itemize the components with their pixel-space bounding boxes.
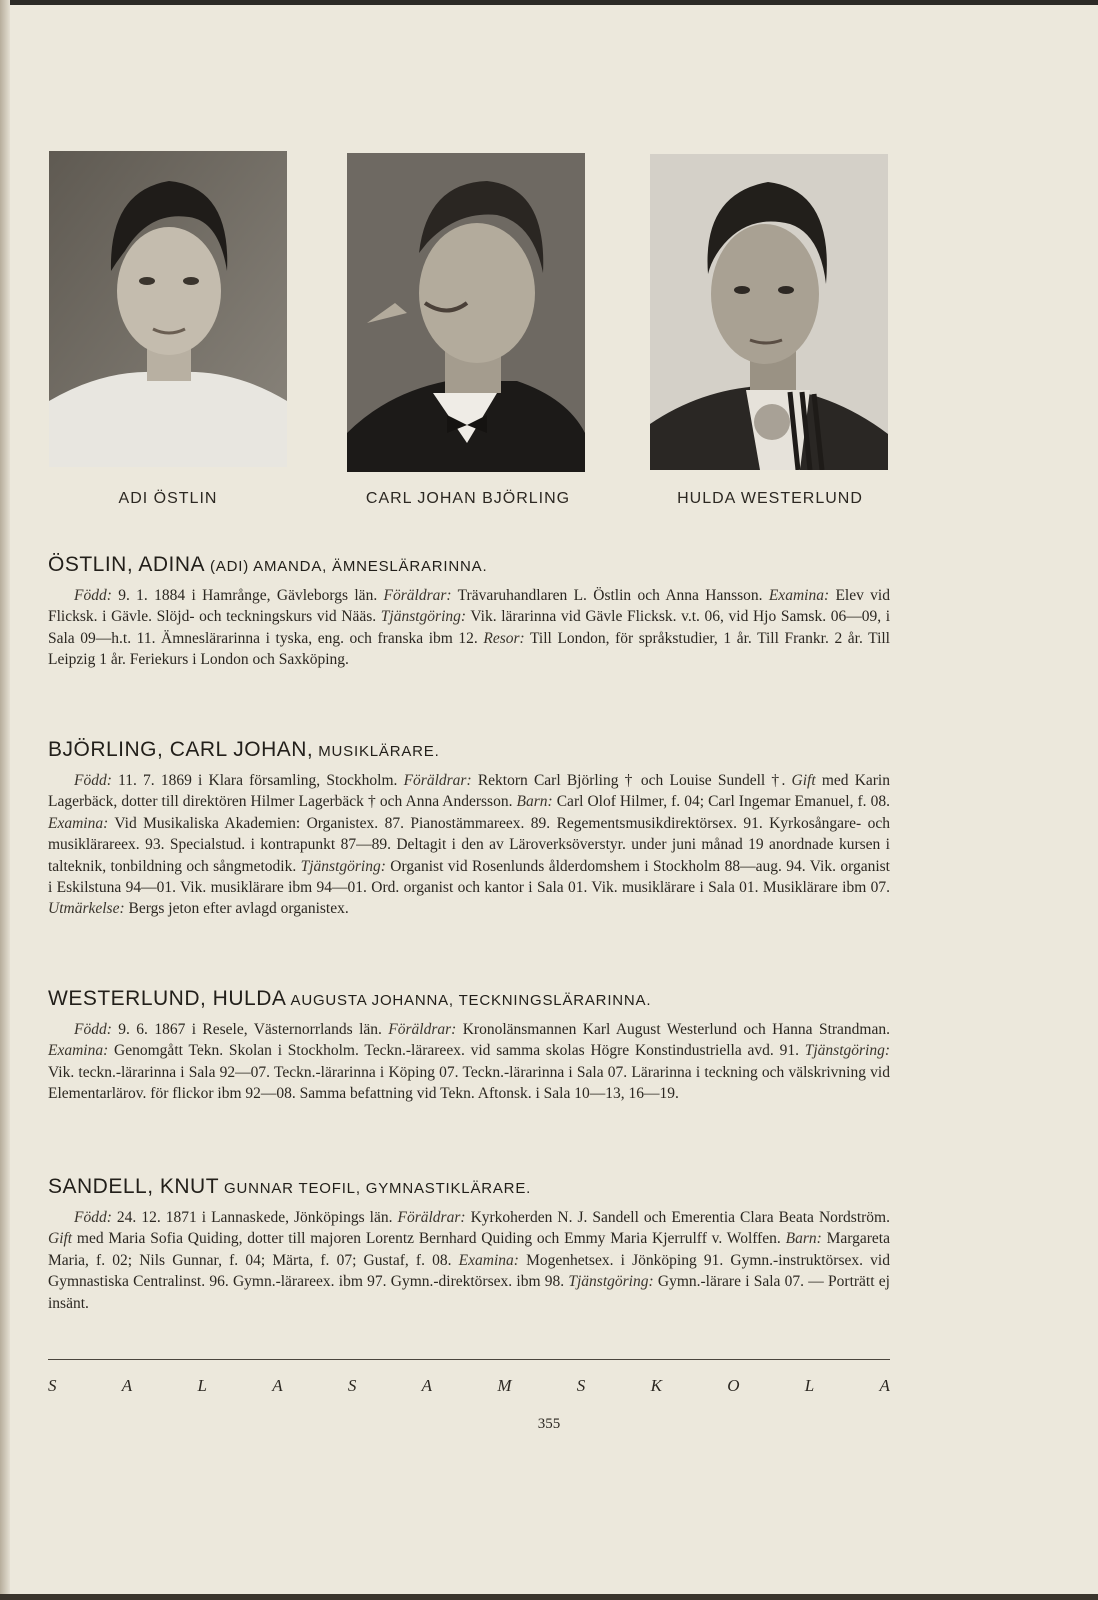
field-text: Organist vid Rosenlunds ålderdomshem i Stockholm 88—aug. 94. Vik. organist i Eskilstuna 94—01. Vik. musiklärare ibm 94—01. Ord. organist och kantor i Sala 01. Vik. musiklärare i Sala 01. Musiklärare ibm 07. bbox=[48, 857, 890, 897]
entry-subtitle: GUNNAR TEOFIL, GYMNASTIKLÄRARE. bbox=[219, 1180, 532, 1197]
footer-letter: L bbox=[197, 1376, 207, 1395]
entry-name: SANDELL, KNUT bbox=[48, 1175, 220, 1198]
field-label: Gift bbox=[791, 772, 816, 789]
entry-heading bbox=[48, 553, 890, 577]
field-label: Examina: bbox=[458, 1251, 519, 1269]
field-text: Genomgått Tekn. Skolan i Stockholm. Teckn.-lärareex. vid samma skolas Högre Konstindustriella avd. 91. bbox=[108, 1042, 805, 1060]
field-text: 9. 1. 1884 i Hamrånge, Gävleborgs län. bbox=[111, 587, 384, 604]
field-label: Gift bbox=[48, 1230, 73, 1248]
field-text: Trävaruhandlaren L. Östlin och Anna Hansson. bbox=[451, 587, 769, 604]
footer-letter: A bbox=[879, 1376, 890, 1395]
footer-letter: A bbox=[121, 1376, 133, 1395]
footer-letter: S bbox=[347, 1376, 357, 1395]
field-text: med Maria Sofia Quiding, dotter till majoren Lorentz Bernhard Quiding och Emmy Maria Kjerrulff v. Wolffen. bbox=[72, 1230, 786, 1248]
running-footer bbox=[48, 1376, 890, 1396]
biography-entry-westerlund bbox=[48, 987, 890, 1105]
field-label: Barn: bbox=[785, 1230, 822, 1248]
entry-body bbox=[48, 1207, 890, 1314]
entry-subtitle: AUGUSTA JOHANNA, TECKNINGSLÄRARINNA. bbox=[286, 992, 652, 1009]
entry-body bbox=[48, 770, 890, 920]
field-label: Examina: bbox=[48, 814, 109, 832]
field-label: Född: bbox=[74, 1209, 112, 1226]
page-number: 355 bbox=[537, 1416, 561, 1432]
field-text: Elev vid Flicksk. i Gävle. Slöjd- och teckningskurs vid Nääs. bbox=[48, 587, 890, 626]
footer-letter: A bbox=[421, 1376, 433, 1395]
page-top-edge bbox=[0, 0, 1098, 5]
biography-entry-ostlin bbox=[48, 553, 890, 671]
footer-rule bbox=[48, 1359, 890, 1360]
field-text: Mogenhetsex. i Jönköping 91. Gymn.-instruktörsex. vid Gymnastiska Centralinst. 96. Gymn.-lärareex. ibm 97. Gymn.-direktörsex. ibm 98. bbox=[48, 1251, 890, 1291]
field-text: Vid Musikaliska Akademien: Organistex. 87. Pianostämmareex. 89. Regementsmusikdirektörsex. 91. Kyrkosångare- och musiklärareex. 93. Specialstud. i kontrapunkt 87—89. Deltagit i den av Läroverksöverstyr. under juni månad 19 anordnade kursen i talteknik, tonbildning och sångmetodik. bbox=[48, 814, 890, 875]
field-label: Föräldrar: bbox=[403, 772, 472, 789]
entry-heading bbox=[48, 1175, 890, 1199]
field-label: Barn: bbox=[516, 793, 553, 811]
portrait-caption: HULDA WESTERLUND bbox=[677, 490, 863, 507]
entry-name: ÖSTLIN, ADINA bbox=[48, 553, 206, 576]
field-label: Tjänstgöring: bbox=[804, 1042, 890, 1060]
entry-body bbox=[48, 585, 890, 671]
field-label: Föräldrar: bbox=[383, 587, 452, 604]
entry-body bbox=[48, 1019, 890, 1105]
field-label: Föräldrar: bbox=[397, 1209, 466, 1226]
field-text: Carl Olof Hilmer, f. 04; Carl Ingemar Emanuel, f. 08. bbox=[552, 793, 890, 811]
portrait-photo-hulda-westerlund bbox=[650, 154, 888, 470]
field-text: Margareta Maria, f. 02; Nils Gunnar, f. 04; Märta, f. 07; Gustaf, f. 08. bbox=[48, 1230, 890, 1269]
footer-letter: O bbox=[727, 1376, 740, 1395]
field-text: Gymn.-lärare i Sala 07. — Porträtt ej insänt. bbox=[48, 1273, 890, 1312]
field-label: Tjänstgöring: bbox=[300, 857, 386, 875]
entry-subtitle: MUSIKLÄRARE. bbox=[313, 743, 440, 760]
footer-letter: A bbox=[272, 1376, 283, 1395]
portrait-photo-adi-ostlin bbox=[49, 151, 287, 467]
entry-heading bbox=[48, 987, 890, 1011]
footer-letter: M bbox=[497, 1376, 512, 1395]
field-text: Kronolänsmannen Karl August Westerlund och Hanna Strandman. bbox=[456, 1021, 890, 1038]
field-text: 24. 12. 1871 i Lannaskede, Jönköpings län. bbox=[111, 1209, 398, 1226]
footer-letter: S bbox=[576, 1376, 586, 1395]
portrait-caption: CARL JOHAN BJÖRLING bbox=[365, 490, 571, 507]
field-text: Vik. lärarinna vid Gävle Flicksk. v.t. 06, vid Hjo Samsk. 06—09, i Sala 09—h.t. 11. Ämneslärarinna i tyska, eng. och franska ibm 12. bbox=[48, 608, 891, 647]
field-label: Född: bbox=[74, 1021, 112, 1038]
biography-entry-sandell bbox=[48, 1175, 890, 1314]
footer-letter: L bbox=[804, 1376, 815, 1395]
entry-subtitle: (ADI) AMANDA, ÄMNESLÄRARINNA. bbox=[205, 558, 488, 575]
footer-letter: K bbox=[650, 1376, 662, 1395]
field-label: Examina: bbox=[768, 587, 830, 604]
footer-letter: S bbox=[48, 1376, 57, 1395]
portrait-caption: ADI ÖSTLIN bbox=[118, 490, 218, 507]
field-text: Till London, för språkstudier, 1 år. Till Frankr. 2 år. Till Leipzig 1 år. Feriekurs i London och Saxköping. bbox=[48, 629, 890, 669]
field-label: Föräldrar: bbox=[388, 1021, 457, 1038]
page-binding-shadow bbox=[0, 0, 10, 1600]
field-label: Född: bbox=[74, 587, 112, 604]
field-label: Tjänstgöring: bbox=[568, 1273, 654, 1291]
field-label: Född: bbox=[74, 772, 112, 789]
biography-entry-bjorling bbox=[48, 738, 890, 920]
field-label: Tjänstgöring: bbox=[380, 608, 467, 626]
field-text: 9. 6. 1867 i Resele, Västernorrlands län. bbox=[111, 1021, 389, 1038]
field-text: med Karin Lagerbäck, dotter till direktören Hilmer Lagerbäck † och Anna Andersson. bbox=[48, 772, 890, 811]
portrait-photo-carl-johan-bjorling bbox=[347, 153, 585, 472]
field-text: Bergs jeton efter avlagd organistex. bbox=[124, 900, 349, 918]
page-bottom-edge bbox=[0, 1594, 1098, 1600]
field-text: Kyrkoherden N. J. Sandell och Emerentia Clara Beata Nordström. bbox=[465, 1209, 890, 1226]
entry-name: BJÖRLING, CARL JOHAN, bbox=[48, 738, 314, 761]
field-label: Resor: bbox=[483, 629, 525, 647]
entry-heading bbox=[48, 738, 890, 762]
field-text: Vik. teckn.-lärarinna i Sala 92—07. Teckn.-lärarinna i Köping 07. Teckn.-lärarinna i Sala 07. Lärarinna i teckning och välskrivning vid Elementarlärov. för flickor ibm 92—08. Samma befattning vid Tekn. Aftonsk. i Sala 10—13, 16—19. bbox=[48, 1063, 890, 1103]
field-label: Examina: bbox=[48, 1042, 109, 1060]
field-label: Utmärkelse: bbox=[48, 900, 125, 918]
field-text: Rektorn Carl Björling † och Louise Sundell †. bbox=[471, 772, 792, 789]
entry-name: WESTERLUND, HULDA bbox=[48, 987, 287, 1010]
field-text: 11. 7. 1869 i Klara församling, Stockholm. bbox=[111, 772, 404, 789]
